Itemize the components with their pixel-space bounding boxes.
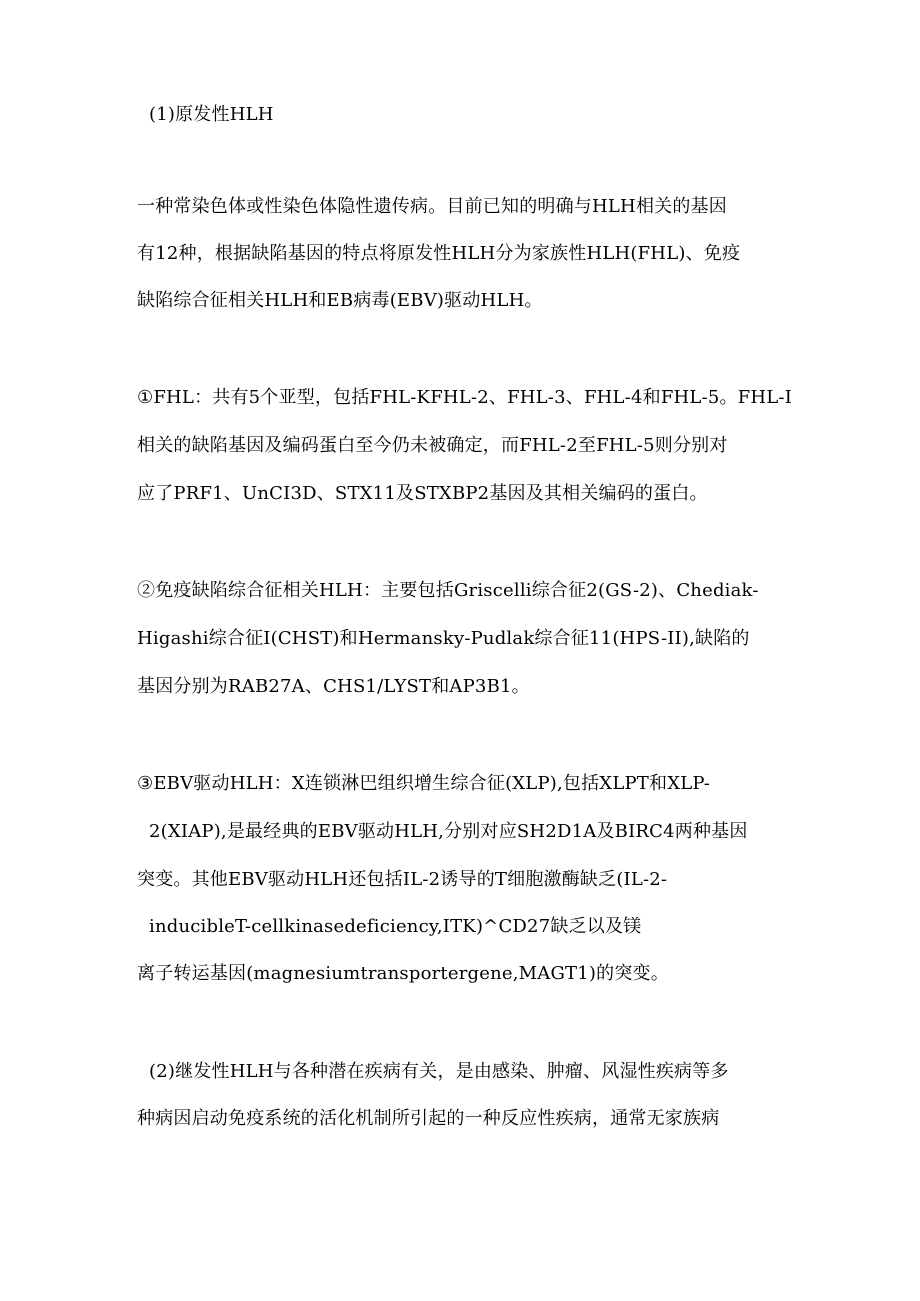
paragraph-line: 应了PRF1、UnCI3D、STX11及STXBP2基因及其相关编码的蛋白。 bbox=[137, 483, 708, 504]
paragraph-line: ②免疫缺陷综合征相关HLH：主要包括Griscelli综合征2(GS-2)、Chediak- bbox=[137, 580, 759, 601]
paragraph-line: (2)继发性HLH与各种潜在疾病有关，是由感染、肿瘤、风湿性疾病等多 bbox=[149, 1061, 729, 1082]
paragraph-line: 基因分别为RAB27A、CHS1/LYST和AP3B1。 bbox=[137, 676, 530, 697]
section-heading-primary-hlh: (1)原发性HLH bbox=[149, 104, 274, 125]
paragraph-line: 种病因启动免疫系统的活化机制所引起的一种反应性疾病，通常无家族病 bbox=[137, 1108, 720, 1129]
paragraph-line: ①FHL：共有5个亚型，包括FHL-KFHL-2、FHL-3、FHL-4和FHL-5。FHL-I bbox=[137, 387, 793, 408]
paragraph-line: Higashi综合征I(CHST)和Hermansky-Pudlak综合征11(HPS-II),缺陷的 bbox=[137, 628, 750, 649]
paragraph-line: 有12种，根据缺陷基因的特点将原发性HLH分为家族性HLH(FHL)、免疫 bbox=[137, 243, 741, 264]
paragraph-line: 相关的缺陷基因及编码蛋白至今仍未被确定，而FHL-2至FHL-5则分别对 bbox=[137, 435, 728, 456]
paragraph-line: ③EBV驱动HLH：X连锁淋巴组织增生综合征(XLP),包括XLPT和XLP- bbox=[137, 773, 710, 794]
paragraph-line: 离子转运基因(magnesiumtransportergene,MAGT1)的突变。 bbox=[137, 963, 669, 984]
paragraph-line: inducibleT-cellkinasedeficiency,ITK)^CD27缺乏以及镁 bbox=[149, 916, 642, 937]
paragraph-line: 突变。其他EBV驱动HLH还包括IL-2诱导的T细胞激酶缺乏(IL-2- bbox=[137, 869, 668, 890]
paragraph-line: 一种常染色体或性染色体隐性遗传病。目前已知的明确与HLH相关的基因 bbox=[137, 196, 727, 217]
paragraph-line: 2(XIAP),是最经典的EBV驱动HLH,分别对应SH2D1A及BIRC4两种基因 bbox=[149, 821, 748, 842]
paragraph-line: 缺陷综合征相关HLH和EB病毒(EBV)驱动HLH。 bbox=[137, 290, 543, 311]
